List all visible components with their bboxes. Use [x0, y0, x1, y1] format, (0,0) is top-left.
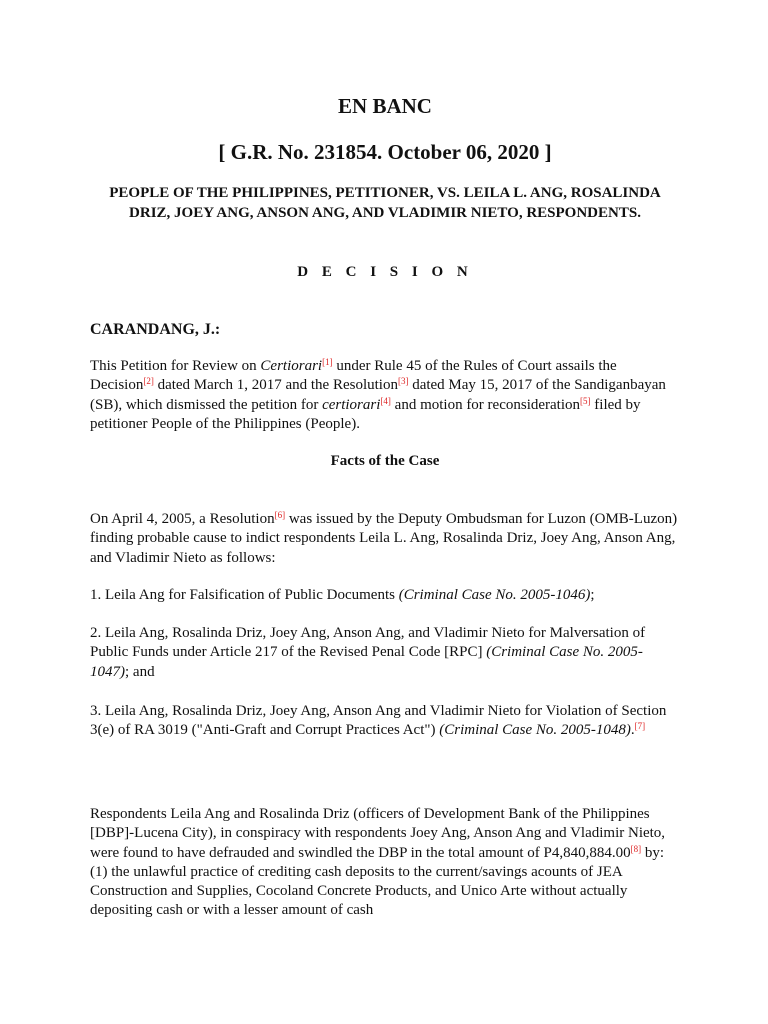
paragraph-resolution [90, 510, 680, 568]
text: . [630, 722, 635, 739]
text: and motion for reconsideration [390, 396, 581, 413]
text: dated May 15, 2017 of the Sandiganbayan (SB), which dismissed the petition for [90, 377, 666, 413]
italic-term: certiorari [322, 396, 381, 413]
ponente: CARANDANG, J.: [90, 321, 221, 338]
paragraph-intro [90, 357, 680, 434]
decision-heading: D E C I S I O N [297, 264, 473, 280]
text: 2. Leila Ang, Rosalinda Driz, Joey Ang, Anson Ang, and Vladimir Nieto for Malversation of Public Funds under Article 217 of the Revised Penal Code [RPC] [90, 625, 646, 661]
footnote-link-7[interactable]: [7] [634, 721, 646, 732]
text: This Petition for Review on [90, 358, 261, 374]
footnote-link-6[interactable]: [6] [274, 510, 286, 520]
text: under Rule 45 of the Rules of Court assails the Decision [90, 358, 617, 394]
list-item [90, 624, 680, 682]
footnote-link-4[interactable]: [4] [380, 395, 391, 406]
text: Respondents Leila Ang and Rosalinda Driz (officers of Development Bank of the Philippines [DBP]-Lucena City), in conspiracy with respondents Joey Ang, Anson Ang and Vladimir Nieto, were found to have defrauded and swindled the DBP in the total amount of P4,840,884.00 [90, 806, 666, 861]
facts-heading: Facts of the Case [330, 453, 440, 469]
case-citation: (Criminal Case No. 2005-1047) [90, 644, 643, 680]
case-citation: (Criminal Case No. 2005-1048) [439, 722, 631, 739]
case-citation: (Criminal Case No. 2005-1046) [398, 587, 591, 603]
text: dated March 1, 2017 and the Resolution [153, 377, 398, 394]
text: was issued by the Deputy Ombudsman for Luzon (OMB-Luzon) finding probable cause to indict respondents Leila L. Ang, Rosalinda Driz, Joey Ang, Anson Ang, and Vladimir Nieto as follows: [90, 511, 678, 566]
text: 1. Leila Ang for Falsification of Public Documents [90, 587, 399, 603]
case-parties: PEOPLE OF THE PHILIPPINES, PETITIONER, VS. LEILA L. ANG, ROSALINDA DRIZ, JOEY ANG, ANSON ANG, AND VLADIMIR NIETO, RESPONDENTS. [109, 185, 661, 221]
text: 3. Leila Ang, Rosalinda Driz, Joey Ang, Anson Ang and Vladimir Nieto for Violation of Section 3(e) of RA 3019 ("Anti-Graft and Corrupt Practices Act") [90, 703, 667, 739]
italic-term: Certiorari [260, 358, 323, 374]
text: filed by petitioner People of the Philippines (People). [90, 396, 641, 432]
paragraph-respondents [90, 805, 680, 921]
footnote-link-2[interactable]: [2] [143, 376, 154, 387]
text: by: (1) the unlawful practice of crediting cash deposits to the current/savings acounts of JEA Construction and Supplies, Cocoland Concrete Products, and Unico Arte without actually depositing cash or with a lesser amount of cash [90, 844, 665, 919]
footnote-link-5[interactable]: [5] [580, 395, 591, 406]
footnote-link-3[interactable]: [3] [397, 376, 409, 387]
case-number-heading: [ G.R. No. 231854. October 06, 2020 ] [218, 140, 552, 164]
text: On April 4, 2005, a Resolution [90, 511, 275, 527]
text: ; and [125, 663, 155, 680]
text: ; [590, 587, 595, 603]
footnote-link-1[interactable]: [1] [322, 357, 333, 367]
list-item [90, 586, 680, 605]
footnote-link-8[interactable]: [8] [630, 843, 642, 854]
list-item [90, 702, 680, 741]
court-division-heading: EN BANC [338, 94, 432, 118]
